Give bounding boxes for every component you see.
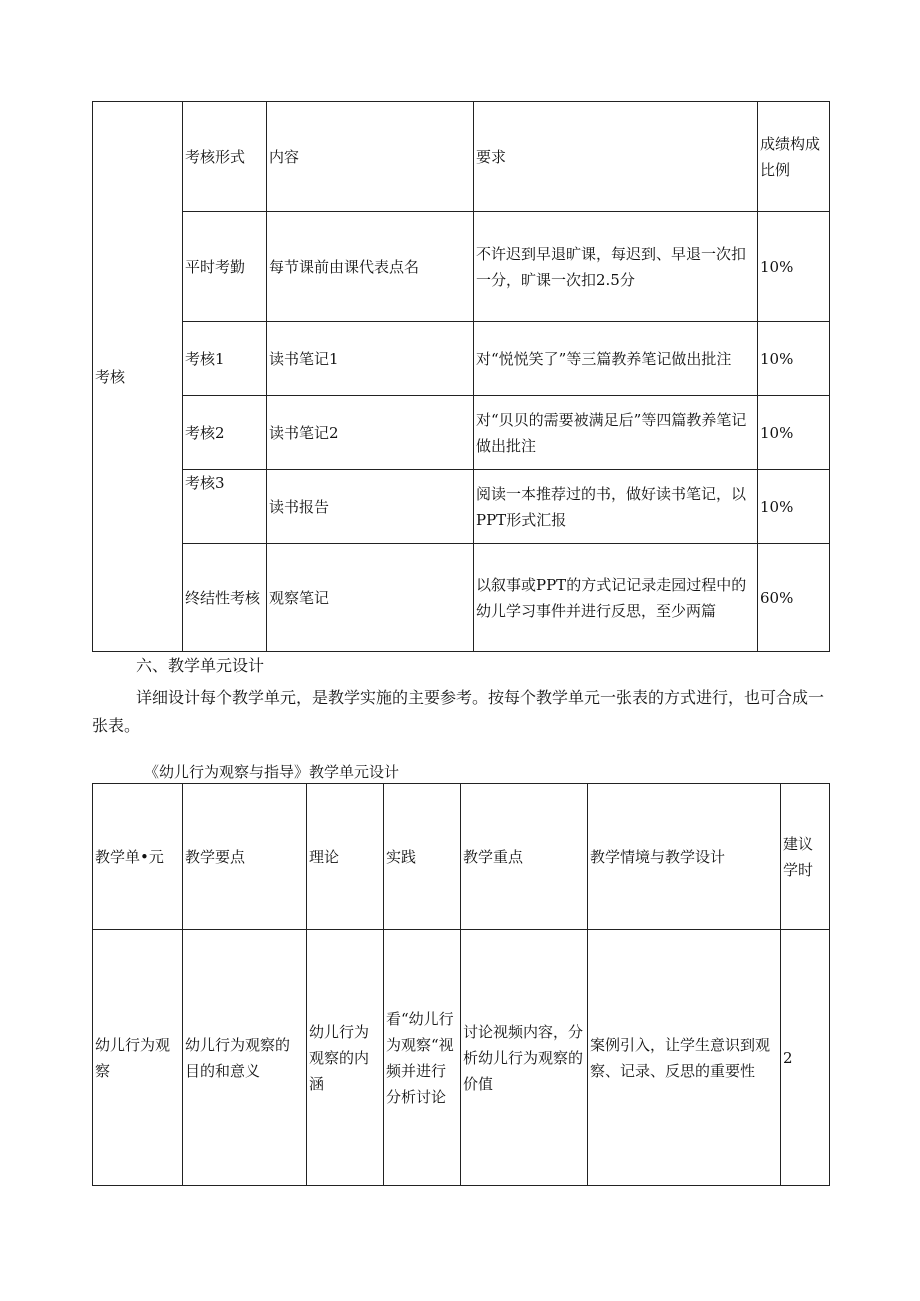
assessment-table [92, 101, 830, 652]
row-content: 观察笔记 [267, 544, 474, 652]
header-points: 教学要点 [183, 784, 307, 930]
table-row [93, 212, 830, 322]
header-practice: 实践 [384, 784, 461, 930]
header-content: 内容 [267, 102, 474, 212]
row-content: 每节课前由课代表点名 [267, 212, 474, 322]
header-hours: 建议学时 [781, 784, 830, 930]
row-form: 平时考勤 [183, 212, 267, 322]
section-paragraph: 详细设计每个教学单元，是教学实施的主要参考。按每个教学单元一张表的方式进行，也可合成一张表。 [92, 688, 825, 735]
row-ratio: 10% [758, 322, 830, 396]
unit-practice: 看“幼儿行为观察“视频并进行分析讨论 [384, 930, 461, 1186]
table-caption: 《幼儿行为观察与指导》教学单元设计 [144, 763, 400, 781]
row-ratio: 10% [758, 212, 830, 322]
unit-hours: 2 [781, 930, 830, 1186]
unit-design-table [92, 783, 830, 1186]
assessment-header-row [93, 102, 830, 212]
row-requirement: 不许迟到早退旷课，每迟到、早退一次扣一分，旷课一次扣2.5分 [474, 212, 758, 322]
row-content: 读书报告 [267, 470, 474, 544]
row-form: 考核1 [183, 322, 267, 396]
header-unit: 教学单•元 [93, 784, 183, 930]
header-form: 考核形式 [183, 102, 267, 212]
row-requirement: 对“贝贝的需要被满足后”等四篇教养笔记做出批注 [474, 396, 758, 470]
unit-header-row [93, 784, 830, 930]
table-row [93, 470, 830, 544]
header-requirement: 要求 [474, 102, 758, 212]
assessment-side-label: 考核 [93, 102, 183, 652]
table-row [93, 322, 830, 396]
header-focus: 教学重点 [461, 784, 588, 930]
row-form: 考核3 [183, 470, 267, 544]
row-requirement: 以叙事或PPT的方式记记录走园过程中的幼儿学习事件并进行反思，至少两篇 [474, 544, 758, 652]
row-ratio: 60% [758, 544, 830, 652]
row-form: 考核2 [183, 396, 267, 470]
row-requirement: 对“悦悦笑了”等三篇教养笔记做出批注 [474, 322, 758, 396]
table-row [93, 544, 830, 652]
table-row [93, 396, 830, 470]
row-ratio: 10% [758, 396, 830, 470]
table-row [93, 930, 830, 1186]
unit-focus: 讨论视频内容，分析幼儿行为观察的价值 [461, 930, 588, 1186]
section-heading: 六、教学单元设计 [136, 656, 265, 675]
unit-name: 幼儿行为观察 [93, 930, 183, 1186]
header-design: 教学情境与教学设计 [588, 784, 781, 930]
row-form: 终结性考核 [183, 544, 267, 652]
unit-theory: 幼儿行为观察的内涵 [307, 930, 384, 1186]
row-content: 读书笔记2 [267, 396, 474, 470]
header-theory: 理论 [307, 784, 384, 930]
unit-design: 案例引入，让学生意识到观察、记录、反思的重要性 [588, 930, 781, 1186]
unit-points: 幼儿行为观察的目的和意义 [183, 930, 307, 1186]
row-ratio: 10% [758, 470, 830, 544]
header-ratio: 成绩构成比例 [758, 102, 830, 212]
row-requirement: 阅读一本推荐过的书，做好读书笔记，以PPT形式汇报 [474, 470, 758, 544]
row-content: 读书笔记1 [267, 322, 474, 396]
